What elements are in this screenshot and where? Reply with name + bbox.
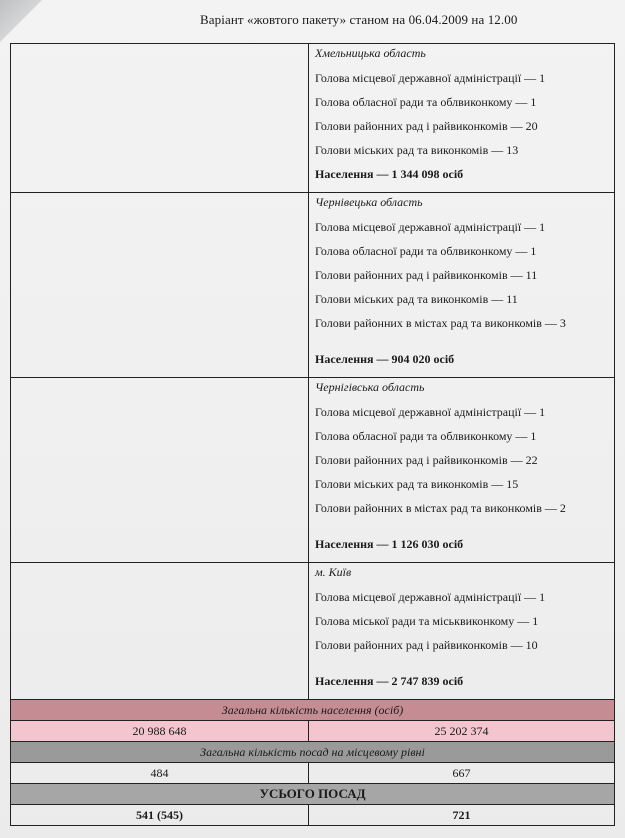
position-line: Голова місцевої державної адміністрації — 1 [315,220,546,234]
population-total-left: 20 988 648 [11,721,309,741]
region-population: Населення — 2 747 839 осіб [315,674,464,688]
positions-total-left: 484 [11,763,309,783]
position-line: Голова обласної ради та облвиконкому — 1 [315,429,537,443]
position-line: Голова обласної ради та облвиконкому — 1 [315,244,537,258]
population-total-row [11,721,614,742]
region-left-cell [11,378,309,562]
region-left-cell [11,193,309,377]
region-population: Населення — 1 126 030 осіб [315,537,464,551]
population-total-header: Загальна кількість населення (осіб) [11,700,614,721]
region-right-cell [309,378,614,562]
position-line: Голова місцевої державної адміністрації — 1 [315,405,546,419]
folded-corner [0,0,42,42]
grand-total-left: 541 (545) [11,805,309,825]
position-line: Голови районних рад і райвиконкомів — 22 [315,453,538,467]
region-kyiv-city [11,563,614,700]
region-left-cell [11,44,309,192]
position-line: Голови районних рад і райвиконкомів — 11 [315,268,538,282]
position-line: Голови районних рад і райвиконкомів — 20 [315,119,538,133]
position-line: Голови міських рад та виконкомів — 11 [315,292,518,306]
region-population: Населення — 904 020 осіб [315,352,455,366]
region-left-cell [11,563,309,699]
region-name: м. Київ [315,565,352,579]
positions-total-right: 667 [452,766,471,780]
position-line: Голова місцевої державної адміністрації — 1 [315,71,546,85]
position-line: Голови міських рад та виконкомів — 13 [315,143,519,157]
positions-table [10,43,615,826]
region-khmelnytskyi [11,44,614,193]
position-line: Голови районних в містах рад та виконкомів — 3 [315,316,566,330]
position-line: Голови міських рад та виконкомів — 15 [315,477,519,491]
position-line: Голови районних рад і райвиконкомів — 10 [315,638,538,652]
region-population: Населення — 1 344 098 осіб [315,167,464,181]
region-right-cell [309,44,614,192]
region-chernihiv [11,378,614,563]
grand-total-row [11,805,614,826]
positions-total-header: Загальна кількість посад на місцевому рівні [11,742,614,763]
grand-total-header: УСЬОГО ПОСАД [11,784,614,805]
population-total-right: 25 202 374 [434,724,489,738]
document-header: Варіант «жовтого пакету» станом на 06.04.2009 на 12.00 [200,12,518,27]
region-name: Чернігівська область [315,380,425,394]
position-line: Голова місцевої державної адміністрації — 1 [315,590,546,604]
position-line: Голова міської ради та міськвиконкому — 1 [315,614,539,628]
region-right-cell [309,193,614,377]
region-name: Чернівецька область [315,195,423,209]
spacer [315,335,614,347]
position-line: Голови районних в містах рад та виконкомів — 2 [315,501,566,515]
spacer [315,657,614,669]
grand-total-right: 721 [452,808,471,822]
position-line: Голова обласної ради та облвиконкому — 1 [315,95,537,109]
positions-total-row [11,763,614,784]
spacer [315,520,614,532]
region-right-cell [309,563,614,699]
region-chernivtsi [11,193,614,378]
region-name: Хмельницька область [315,46,426,60]
